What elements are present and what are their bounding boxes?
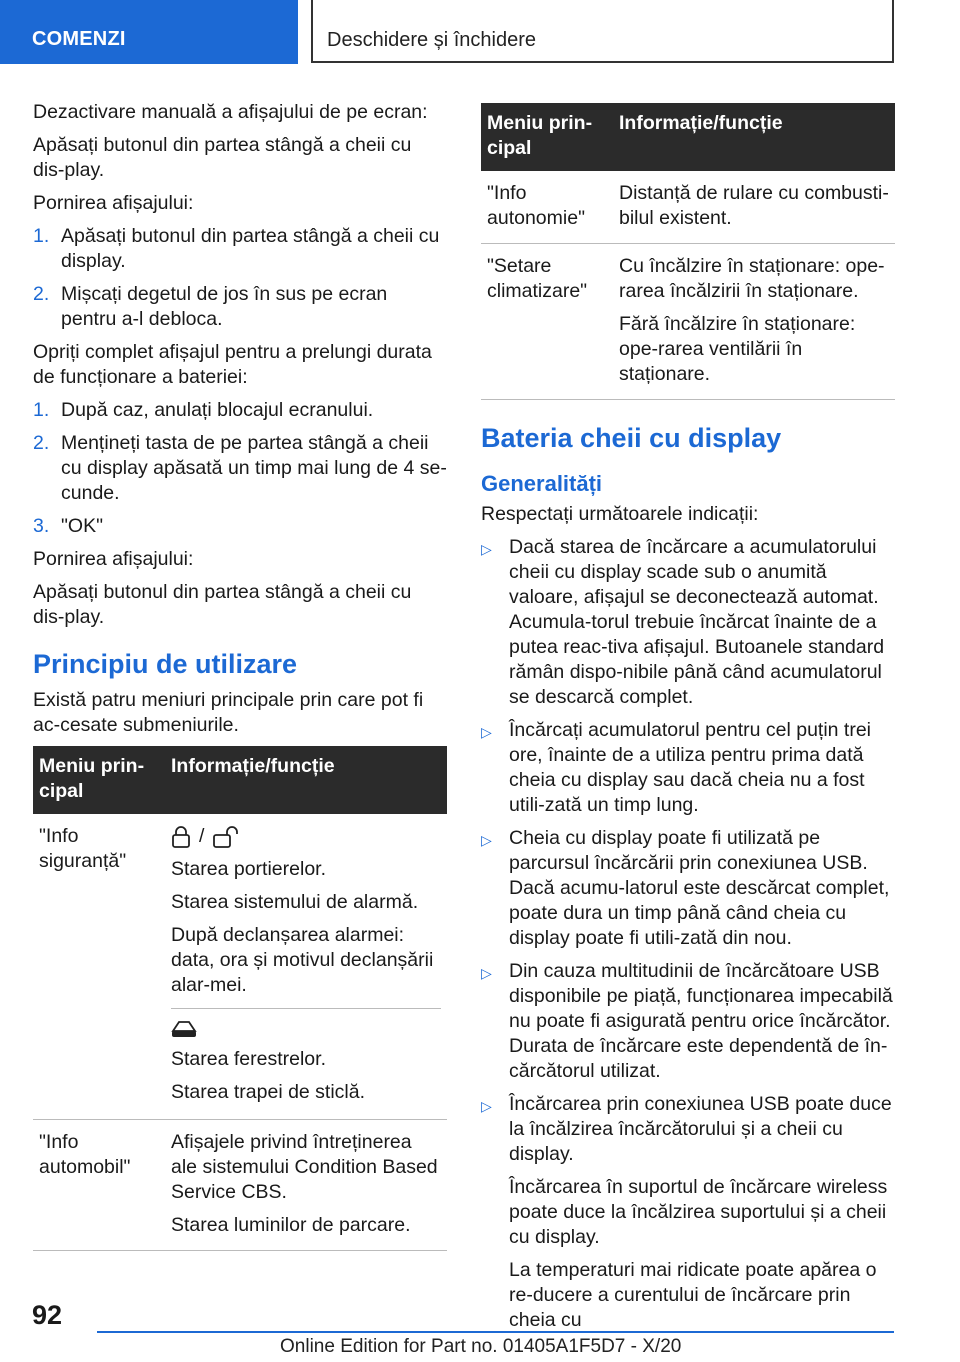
column-header: Informație/funcție <box>613 103 895 171</box>
menu-table-continued <box>481 103 895 400</box>
info-text: Distanță de rulare cu combusti-bilul existent. <box>619 182 889 229</box>
numbered-list <box>33 224 447 332</box>
bullet-icon: ▷ <box>481 724 492 740</box>
paragraph: Apăsați butonul din partea stângă a cheii cu dis-play. <box>33 134 412 181</box>
lock-icons <box>171 824 441 849</box>
paragraph: Există patru meniuri principale prin care pot fi ac-cesate submeniurile. <box>33 689 424 736</box>
info-text: Cu încălzire în staționare: ope-rarea încălzirii în staționare. <box>619 255 885 302</box>
list-number: 1. <box>33 399 50 421</box>
list-item <box>481 959 895 1084</box>
column-header: Meniu prin-cipal <box>33 746 165 814</box>
list-text: Cheia cu display poate fi utilizată pe parcursul încărcării prin conexiunea USB. Dacă acumu-latorul este descărcat complet, poate dura un timp până când cheia cu display poate fi utili-zată din nou. <box>509 827 890 949</box>
info-text: După declanșarea alarmei: data, ora și motivul declanșării alar-mei. <box>171 924 434 996</box>
list-text: "OK" <box>61 515 104 537</box>
table-header-row <box>33 746 447 814</box>
paragraph: Dezactivare manuală a afișajului de pe ecran: <box>33 101 428 123</box>
list-text: Apăsați butonul din partea stângă a cheii cu display. <box>61 225 440 272</box>
info-text: Afișajele privind întreținerea ale sistemului Condition Based Service CBS. <box>171 1131 438 1203</box>
info-text: Starea trapei de sticlă. <box>171 1081 366 1103</box>
list-item <box>481 826 895 951</box>
list-text: Încărcarea prin conexiunea USB poate duce la încălzirea încărcătorului și a cheii cu display. <box>509 1093 892 1165</box>
list-text: Mențineți tasta de pe partea stângă a cheii cu display apăsată un timp mai lung de 4 se-cunde. <box>61 432 447 504</box>
bullet-icon: ▷ <box>481 965 492 981</box>
right-column <box>481 103 895 1349</box>
lock-closed-icon <box>171 826 191 848</box>
list-item <box>33 224 447 274</box>
table-row <box>481 244 895 400</box>
bullet-icon: ▷ <box>481 1098 492 1114</box>
paragraph: Pornirea afișajului: <box>33 548 194 570</box>
menu-cell: "Info autonomie" <box>481 171 613 244</box>
list-item <box>481 718 895 818</box>
list-number: 2. <box>33 432 50 454</box>
info-text: Starea luminilor de parcare. <box>171 1214 411 1236</box>
section-tab <box>0 0 298 64</box>
list-number: 2. <box>33 283 50 305</box>
list-item <box>33 282 447 332</box>
menu-cell: "Setare climatizare" <box>481 244 613 400</box>
page-number: 92 <box>32 1300 63 1330</box>
info-cell <box>165 1120 447 1251</box>
table-row <box>33 814 447 1120</box>
list-text: După caz, anulați blocajul ecranului. <box>61 399 374 421</box>
paragraph: Pornirea afișajului: <box>33 192 194 214</box>
window-icon-wrap <box>171 1019 441 1039</box>
list-item <box>33 514 447 539</box>
list-item <box>33 431 447 506</box>
list-text: Dacă starea de încărcare a acumulatorului cheii cu display scade sub o anumită valoare, afișajul se deconectează automat. Acumula-torul trebuie încărcat înainte de a putea reac-tiva afișajul. Butoanele standard rămân dispo-nibile până când acumulatorul se descarcă complet. <box>509 536 885 708</box>
chapter-title: Deschidere și închidere <box>327 29 536 51</box>
list-number: 1. <box>33 225 50 247</box>
table-row <box>33 1120 447 1251</box>
bullet-list <box>481 535 895 1341</box>
footer-divider <box>97 1331 894 1333</box>
section-title: COMENZI <box>32 28 126 50</box>
edition-footer: Online Edition for Part no. 01405A1F5D7 - X/20 <box>280 1336 682 1357</box>
info-text: Starea sistemului de alarmă. <box>171 891 419 913</box>
list-number: 3. <box>33 515 50 537</box>
info-text: Fără încălzire în staționare: ope-rarea ventilării în staționare. <box>619 313 856 385</box>
car-window-icon <box>171 1019 197 1039</box>
menu-table <box>33 746 447 1251</box>
list-item <box>481 1092 895 1341</box>
list-text: Din cauza multitudinii de încărcătoare USB disponibile pe piață, funcționarea impecabilă nu poate fi asigurată pentru orice încărcător. Durata de încărcare este dependentă de în-cărcătorul utilizat. <box>509 960 893 1082</box>
subsection-heading: Generalități <box>481 471 603 496</box>
list-item <box>33 398 447 423</box>
bullet-icon: ▷ <box>481 541 492 557</box>
info-cell <box>613 171 895 244</box>
bullet-icon: ▷ <box>481 832 492 848</box>
list-text-group <box>509 1092 895 1341</box>
numbered-list <box>33 398 447 539</box>
menu-cell: "Info siguranță" <box>33 814 165 1120</box>
list-text: Încărcați acumulatorul pentru cel puțin trei ore, înainte de a utiliza pentru prima dată cheia cu display sau dacă cheia nu a fost utili-zată un timp lung. <box>509 719 872 816</box>
chapter-tab <box>311 0 894 63</box>
paragraph: Respectați următoarele indicații: <box>481 503 759 525</box>
column-header: Meniu prin-cipal <box>481 103 613 171</box>
section-heading: Principiu de utilizare <box>33 649 298 679</box>
info-text: Starea ferestrelor. <box>171 1048 326 1070</box>
info-group <box>171 824 441 1009</box>
list-text: Încărcarea în suportul de încărcare wireless poate duce la încălzirea suportului și a cheii cu display. <box>509 1176 888 1248</box>
list-text: La temperaturi mai ridicate poate apărea o re-ducere a curentului de încărcare prin cheia cu <box>509 1259 877 1331</box>
menu-cell: "Info automobil" <box>33 1120 165 1251</box>
paragraph: Apăsați butonul din partea stângă a cheii cu dis-play. <box>33 581 412 628</box>
paragraph: Opriți complet afișajul pentru a prelungi durata de funcționare a bateriei: <box>33 341 432 388</box>
info-text: Starea portierelor. <box>171 858 327 880</box>
table-row <box>481 171 895 244</box>
table-header-row <box>481 103 895 171</box>
info-cell <box>613 244 895 400</box>
left-column <box>33 100 447 1251</box>
section-heading: Bateria cheii cu display <box>481 423 782 453</box>
list-text: Mișcați degetul de jos în sus pe ecran pentru a-l debloca. <box>61 283 388 330</box>
list-item <box>481 535 895 710</box>
info-cell <box>165 814 447 1120</box>
column-header: Informație/funcție <box>165 746 447 814</box>
lock-open-icon <box>212 826 240 848</box>
icon-separator: / <box>199 825 205 847</box>
